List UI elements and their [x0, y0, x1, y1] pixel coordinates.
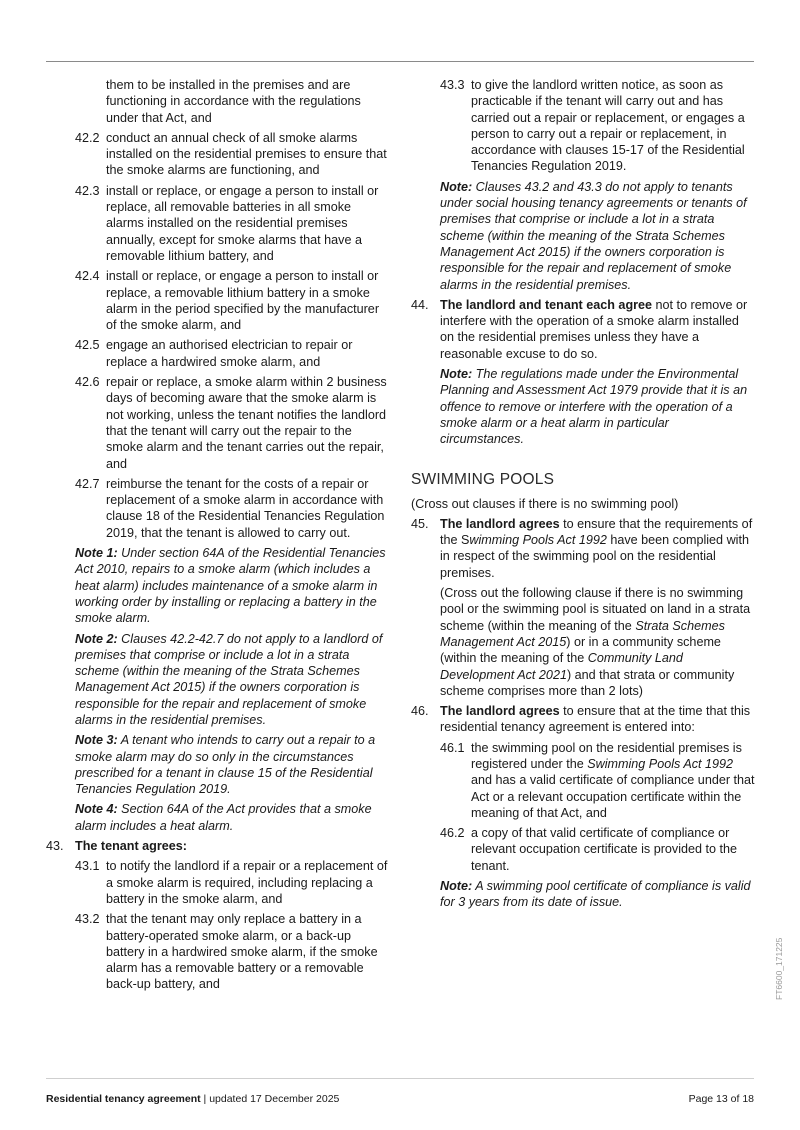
cross-out-instruction: (Cross out clauses if there is no swimming pool)	[411, 496, 679, 511]
footer-rule	[46, 1078, 754, 1079]
header-rule	[46, 61, 754, 62]
note-43: Note: Clauses 43.2 and 43.3 do not apply to tenants under social housing tenancy agreements or tenants of premises that comprise or include a lot in a strata scheme (within the meaning of the Strata Schemes Management Act 2015) if the owners corporation is responsible for the repair and replacement of smoke alarms in the residential premises.	[440, 179, 747, 292]
clause-42-4: 42.4 install or replace, or engage a person to install or replace, a removable lithium battery in a smoke alarm in the period specified by the manufacturer of the smoke alarm, and	[75, 269, 380, 333]
clause-42-2: 42.2 conduct an annual check of all smoke alarms installed on the residential premises to ensure that the smoke alarms are functioning, and	[75, 130, 387, 178]
clause-43: 43. The tenant agrees:	[46, 839, 187, 854]
clause-42-3: 42.3 install or replace, or engage a person to install or replace, all removable batteries in all smoke alarms installed on the residential premises annually, except for smoke alarms that have a removable lithium battery, and	[75, 183, 379, 263]
form-code: FT6600_171225	[774, 937, 784, 1000]
note-4: Note 4: Section 64A of the Act provides that a smoke alarm includes a heat alarm.	[75, 802, 372, 833]
footer-document-info: Residential tenancy agreement | updated 17 December 2025	[46, 1093, 340, 1105]
note-44: Note: The regulations made under the Environmental Planning and Assessment Act 1979 provide that it is an offence to remove or interfere with the operation of a smoke alarm or a heat alarm in particular circumstances.	[440, 367, 748, 447]
clause-43-3: 43.3 to give the landlord written notice, as soon as practicable if the tenant will carry out and has carried out a repair or replacement, or engages a person to carry out a repair or replacement, in accordance with clauses 15-17 of the Residential Tenancies Regulation 2019.	[440, 78, 745, 174]
note-46: Note: A swimming pool certificate of compliance is valid for 3 years from its date of issue.	[440, 879, 751, 910]
clause-42-1-continuation: them to be installed in the premises and are functioning in accordance with the regulations under that Act, and	[106, 78, 361, 125]
left-column	[46, 77, 390, 997]
right-column	[411, 77, 755, 915]
note-3: Note 3: A tenant who intends to carry out a repair to a smoke alarm may do so only in the circumstances prescribed for a tenant in clause 15 of the Residential Tenancies Regulation 2019.	[75, 733, 376, 797]
clause-43-2: 43.2 that the tenant may only replace a battery in a battery-operated smoke alarm, or a back-up battery in a hardwired smoke alarm, if the smoke alarm has a removable battery or a removable back-up battery, and	[75, 912, 378, 992]
clause-45-cross-out-note: (Cross out the following clause if there is no swimming pool or the swimming pool is situated on land in a strata scheme (within the meaning of the Strata Schemes Management Act 2015) or in a community scheme (within the meaning of the Community Land Development Act 2021) and that strata or community scheme comprises more than 2 lots)	[440, 586, 751, 698]
clause-43-1: 43.1 to notify the landlord if a repair or a replacement of a smoke alarm is required, including replacing a battery in the smoke alarm, and	[75, 859, 388, 906]
clause-42-7: 42.7 reimburse the tenant for the costs of a repair or replacement of a smoke alarm in accordance with clause 18 of the Residential Tenancies Regulation 2019, that the tenant is allowed to carry out.	[75, 476, 385, 540]
clause-46-1: 46.1 the swimming pool on the residential premises is registered under the Swimming Pools Act 1992 and has a valid certificate of compliance under that Act or a relevant occupation certificate within the meaning of that Act, and	[440, 740, 755, 820]
clause-44: 44. The landlord and tenant each agree not to remove or interfere with the operation of a smoke alarm installed on the residential premises unless they have a reasonable excuse to do so.	[411, 297, 748, 361]
clause-42-5: 42.5 engage an authorised electrician to repair or replace a hardwired smoke alarm, and	[75, 338, 353, 369]
clause-42-6: 42.6 repair or replace, a smoke alarm within 2 business days of becoming aware that the smoke alarm is not working, unless the tenant notifies the landlord that the tenant will carry out the repair to the smoke alarm and the tenant carries out the repair, and	[75, 375, 387, 471]
note-2: Note 2: Clauses 42.2-42.7 do not apply to a landlord of premises that comprise or include a lot in a strata scheme (within the meaning of the Strata Schemes Management Act 2015) if the owners corporation is responsible for the repair and replacement of smoke alarms in the residential premises.	[75, 631, 383, 727]
clause-45: 45. The landlord agrees to ensure that the requirements of the Swimming Pools Act 1992 have been complied with in respect of the swimming pool on the residential premises.	[411, 516, 753, 580]
note-1: Note 1: Under section 64A of the Residential Tenancies Act 2010, repairs to a smoke alarm (which includes a heat alarm) includes maintenance of a smoke alarm in working order by installing or replacing a battery in the smoke alarm.	[75, 546, 386, 626]
clause-46: 46. The landlord agrees to ensure that at the time that this residential tenancy agreement is entered into:	[411, 704, 751, 735]
clause-46-2: 46.2 a copy of that valid certificate of compliance or relevant occupation certificate is provided to the tenant.	[440, 826, 738, 873]
section-title-swimming-pools: SWIMMING POOLS	[411, 470, 555, 488]
page-number: Page 13 of 18	[688, 1093, 754, 1105]
